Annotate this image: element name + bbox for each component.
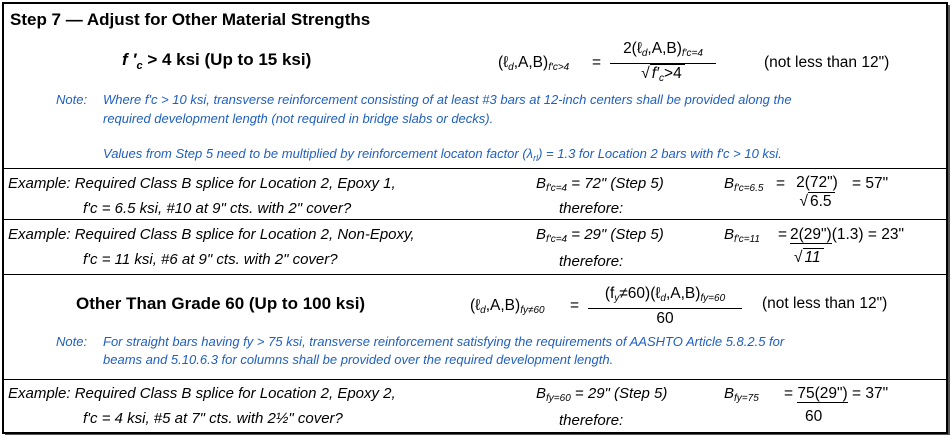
example-3-result-label: $B_{fy=75}$ <box>724 385 759 404</box>
example-3-line-1: Example: Required Class B splice for Location 2, Epoxy 2, <box>8 385 396 402</box>
example-3-numerator: = 75(29") = 37" <box>784 385 889 402</box>
divider <box>4 168 946 169</box>
divider <box>4 274 946 275</box>
grade-note-line-2: beams and 5.10.6.3 for columns shall be provided over the required development length. <box>103 352 614 367</box>
grade-note-line-1: For straight bars having fy > 75 ksi, transverse reinforcement satisfying the requirements of AASHTO Article 5.8.2.5 for <box>103 334 785 349</box>
example-3-denominator: 60 <box>805 408 823 425</box>
example-1-fraction: 2(72") √ 6.5 <box>796 174 838 210</box>
example-2-numerator: 2(29")(1.3) = 23" <box>790 226 904 243</box>
example-3-given: $B_{fy=60} = 29$" (Step 5) <box>536 385 668 404</box>
equation-lhs: $(\ell_d,A,B)_{f'c>4}$ <box>498 54 570 73</box>
equals-sign: = <box>570 297 580 314</box>
note-label: Note: <box>56 92 88 107</box>
grade-equation-numerator: $(f_y\ne 60)(\ell_d,A,B)_{fy=60}$ <box>588 285 742 309</box>
grade-equation-fraction <box>588 285 742 329</box>
example-2-therefore: therefore: <box>559 253 624 270</box>
example-2-line-2: f'c = 11 ksi, #6 at 9" cts. with 2" cover? <box>83 251 338 268</box>
example-2-equals: = <box>778 226 788 243</box>
note-line-3: Values from Step 5 need to be multiplied by reinforcement locaton factor $(\lambda_{rl}) = 1.3$ for Location 2 bars with f'c > 10 ksi. <box>103 146 782 163</box>
document-frame <box>2 2 948 434</box>
minimum-note: (not less than 12") <box>764 54 890 71</box>
example-1-line-2: f'c = 6.5 ksi, #10 at 9" cts. with 2" cover? <box>83 200 352 217</box>
example-2-denominator: √ 11 <box>794 249 824 267</box>
example-2-result-label: $B_{f'c=11}$ <box>724 226 760 245</box>
example-3-therefore: therefore: <box>559 412 624 429</box>
note-line-1: Where f'c > 10 ksi, transverse reinforcement consisting of at least #3 bars at 12-inch centers shall be provided along the <box>103 92 792 107</box>
grade-equation-denominator: 60 <box>656 310 674 327</box>
example-2-given: $B_{f'c=4} = 29$" (Step 5) <box>536 226 664 245</box>
divider <box>4 219 946 220</box>
example-2-line-1: Example: Required Class B splice for Location 2, Non-Epoxy, <box>8 226 415 243</box>
example-3-line-2: f'c = 4 ksi, #5 at 7" cts. with 2½" cover? <box>83 410 343 427</box>
grade-note-label: Note: <box>56 334 88 349</box>
example-1-result-label: $B_{f'c=6.5}$ <box>724 175 764 194</box>
divider <box>4 379 946 380</box>
equation-numerator: $2(\ell_d,A,B)_{f'c=4}$ <box>610 40 716 64</box>
grade-minimum-note: (not less than 12") <box>762 295 888 312</box>
example-1-therefore: therefore: <box>559 200 624 217</box>
equation-denominator: √ $f'_c>4$ <box>610 64 716 89</box>
section-title: Step 7 — Adjust for Other Material Strengths <box>10 10 371 29</box>
equation-fraction <box>610 40 716 89</box>
grade-heading: Other Than Grade 60 (Up to 100 ksi) <box>76 294 366 313</box>
example-1-given: $B_{f'c=4} = 72$" (Step 5) <box>536 175 664 194</box>
example-1-equals: = <box>776 175 786 192</box>
example-1-line-1: Example: Required Class B splice for Location 2, Epoxy 1, <box>8 175 396 192</box>
note-line-2: required development length (not required in bridge slabs or decks). <box>103 111 494 126</box>
fc-heading: f $'_c > 4$ ksi (Up to 15 ksi) <box>122 50 312 72</box>
example-1-result: = 57" <box>852 175 889 192</box>
grade-equation-lhs: $(\ell_d,A,B)_{fy\ne 60}$ <box>470 297 545 316</box>
equals-sign: = <box>592 54 602 71</box>
